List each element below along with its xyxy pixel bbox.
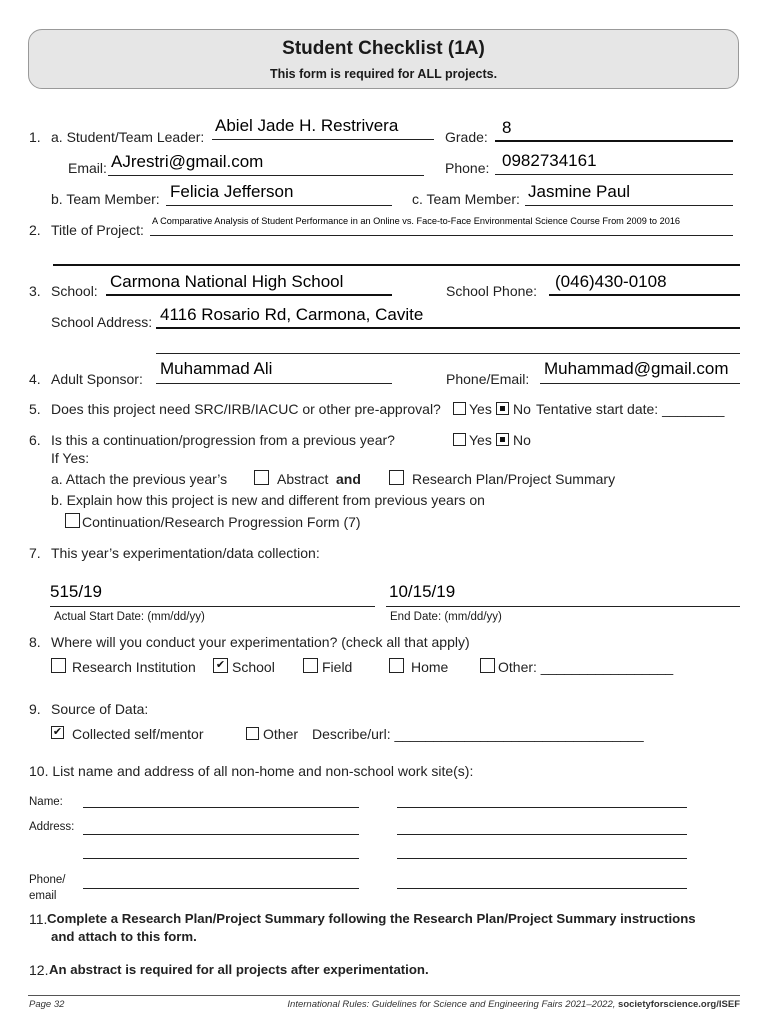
- q7-text: This year’s experimentation/data collection:: [51, 545, 320, 561]
- member-c-line: [525, 205, 733, 206]
- leader-label: a. Student/Team Leader:: [51, 129, 205, 145]
- q8-other-label[interactable]: Other: _________________: [498, 659, 674, 675]
- member-c-label: c. Team Member:: [412, 191, 520, 207]
- form-subtitle: This form is required for ALL projects.: [269, 67, 498, 81]
- end-date-label: End Date: (mm/dd/yy): [390, 611, 502, 623]
- q9-describe[interactable]: Describe/url: ________________________________: [312, 726, 644, 742]
- footer-citation: [287, 999, 740, 1010]
- email-field[interactable]: AJrestri@gmail.com: [111, 152, 264, 171]
- form-title: Student Checklist (1A): [282, 38, 485, 59]
- q8-research-institution-checkbox[interactable]: [51, 658, 66, 673]
- q9-number: 9.: [29, 701, 41, 717]
- q6-yes-label: Yes: [469, 432, 492, 448]
- worksite-address-label: Address:: [29, 821, 75, 833]
- q9-other-label: Other: [263, 726, 299, 742]
- q12-number: 12.: [29, 962, 49, 978]
- q6-no-label: No: [513, 432, 531, 448]
- address-line-1: [156, 327, 740, 329]
- q12-text: An abstract is required for all projects after experimentation.: [49, 962, 429, 977]
- worksite-name-label: Name:: [29, 796, 63, 808]
- q6-continuation-label: Continuation/Research Progression Form (7): [82, 514, 361, 530]
- q5-text: Does this project need SRC/IRB/IACUC or other pre-approval?: [51, 401, 441, 417]
- address-line-2: [156, 353, 740, 354]
- sponsor-field[interactable]: Muhammad Ali: [160, 359, 273, 378]
- sponsor-label: Adult Sponsor:: [51, 371, 143, 387]
- leader-field[interactable]: Abiel Jade H. Restrivera: [215, 116, 399, 135]
- footer-rules: International Rules: Guidelines for Science and Engineering Fairs 2021–2022,: [287, 999, 616, 1010]
- q8-school-label: School: [232, 659, 275, 675]
- worksite-phone-line-1[interactable]: [83, 888, 359, 889]
- end-date-line: [386, 606, 740, 607]
- checked-dot-icon: [500, 437, 505, 442]
- grade-label: Grade:: [445, 129, 488, 145]
- q11-number: 11.: [29, 911, 48, 927]
- q6-continuation-checkbox[interactable]: [65, 513, 80, 528]
- sponsor-line: [156, 383, 392, 384]
- footer-page: Page 32: [29, 999, 65, 1010]
- q4-number: 4.: [29, 371, 41, 387]
- member-b-field[interactable]: Felicia Jefferson: [170, 182, 294, 201]
- q2-number: 2.: [29, 222, 41, 238]
- q8-field-checkbox[interactable]: [303, 658, 318, 673]
- q6-b-text: b. Explain how this project is new and different from previous years on: [51, 492, 485, 508]
- title-field[interactable]: A Comparative Analysis of Student Performance in an Online vs. Face-to-Face Environmental Science Course From 2009 to 2016: [152, 216, 681, 226]
- phone-field[interactable]: 0982734161: [502, 151, 597, 170]
- worksite-address-line-3[interactable]: [83, 858, 359, 859]
- worksite-name-line-1[interactable]: [83, 807, 359, 808]
- q8-text: Where will you conduct your experimentation? (check all that apply): [51, 634, 470, 650]
- q6-abstract-label: Abstract: [277, 471, 329, 487]
- checkmark-icon: ✔: [215, 659, 226, 671]
- grade-line: [495, 140, 733, 142]
- school-phone-label: School Phone:: [446, 283, 538, 299]
- q6-research-plan-label: Research Plan/Project Summary: [412, 471, 616, 487]
- worksite-phone-line-2[interactable]: [397, 888, 687, 889]
- title-line-2: [53, 264, 740, 266]
- q1-number: 1.: [29, 129, 41, 145]
- q8-other-checkbox[interactable]: [480, 658, 495, 673]
- q9-collected-checkbox[interactable]: [51, 726, 64, 739]
- q6-if-yes: If Yes:: [51, 450, 90, 466]
- phone-label: Phone:: [445, 160, 490, 176]
- q9-collected-label: Collected self/mentor: [72, 726, 204, 742]
- member-b-line: [166, 205, 392, 206]
- q6-abstract-checkbox[interactable]: [254, 470, 269, 485]
- q9-other-checkbox[interactable]: [246, 727, 259, 740]
- q8-field-label: Field: [322, 659, 353, 675]
- start-date-line: [50, 606, 375, 607]
- q8-school-checkbox[interactable]: [213, 658, 228, 673]
- contact-label: Phone/Email:: [446, 371, 530, 387]
- q8-number: 8.: [29, 634, 41, 650]
- q8-home-checkbox[interactable]: [389, 658, 404, 673]
- phone-line: [495, 174, 733, 175]
- start-date-field[interactable]: 515/19: [50, 582, 102, 601]
- checked-dot-icon: [500, 406, 505, 411]
- worksite-address-line-1[interactable]: [83, 834, 359, 835]
- q5-yes-checkbox[interactable]: [453, 402, 466, 415]
- start-date-label: Actual Start Date: (mm/dd/yy): [54, 611, 205, 623]
- leader-line: [212, 139, 434, 140]
- school-label: School:: [51, 283, 98, 299]
- q5-tentative[interactable]: Tentative start date: ________: [536, 401, 725, 417]
- q6-number: 6.: [29, 432, 41, 448]
- q6-text: Is this a continuation/progression from a previous year?: [51, 432, 395, 448]
- q6-and: and: [336, 471, 361, 487]
- q10-text: 10. List name and address of all non-home and non-school work site(s):: [29, 763, 474, 779]
- q11-line2: and attach to this form.: [51, 929, 197, 944]
- q8-research-institution-label: Research Institution: [72, 659, 196, 675]
- worksite-address-line-2[interactable]: [397, 834, 687, 835]
- q5-no-label: No: [513, 401, 531, 417]
- school-phone-line: [549, 294, 740, 296]
- q6-research-plan-checkbox[interactable]: [389, 470, 404, 485]
- email-line: [108, 175, 424, 176]
- title-line-1: [150, 235, 733, 236]
- q5-yes-label: Yes: [469, 401, 492, 417]
- footer-site[interactable]: societyforscience.org/ISEF: [618, 999, 740, 1010]
- form-header: [28, 29, 739, 89]
- school-field[interactable]: Carmona National High School: [110, 272, 344, 291]
- q6-no-checkbox[interactable]: [496, 433, 509, 446]
- end-date-field[interactable]: 10/15/19: [389, 582, 456, 601]
- worksite-address-line-4[interactable]: [397, 858, 687, 859]
- address-field[interactable]: 4116 Rosario Rd, Carmona, Cavite: [160, 305, 424, 324]
- q6-yes-checkbox[interactable]: [453, 433, 466, 446]
- title-label: Title of Project:: [51, 222, 144, 238]
- worksite-name-line-2[interactable]: [397, 807, 687, 808]
- contact-line: [540, 383, 740, 384]
- q5-no-checkbox[interactable]: [496, 402, 509, 415]
- school-phone-field[interactable]: (046)430-0108: [555, 272, 667, 291]
- worksite-email-label: email: [29, 890, 57, 902]
- worksite-phone-label: Phone/: [29, 874, 66, 886]
- q5-number: 5.: [29, 401, 41, 417]
- q3-number: 3.: [29, 283, 41, 299]
- checkmark-icon: ✔: [52, 726, 63, 738]
- q7-number: 7.: [29, 545, 41, 561]
- member-c-field[interactable]: Jasmine Paul: [528, 182, 631, 201]
- q8-home-label: Home: [411, 659, 449, 675]
- footer-rule: [28, 995, 740, 996]
- contact-field[interactable]: Muhammad@gmail.com: [544, 359, 729, 378]
- grade-field[interactable]: 8: [502, 118, 512, 137]
- school-line: [106, 294, 392, 296]
- q11-line1: Complete a Research Plan/Project Summary following the Research Plan/Project Summary instructions: [47, 911, 696, 926]
- q9-text: Source of Data:: [51, 701, 149, 717]
- email-label: Email:: [68, 160, 107, 176]
- member-b-label: b. Team Member:: [51, 191, 160, 207]
- q6-a-text: a. Attach the previous year’s: [51, 471, 228, 487]
- address-label: School Address:: [51, 314, 153, 330]
